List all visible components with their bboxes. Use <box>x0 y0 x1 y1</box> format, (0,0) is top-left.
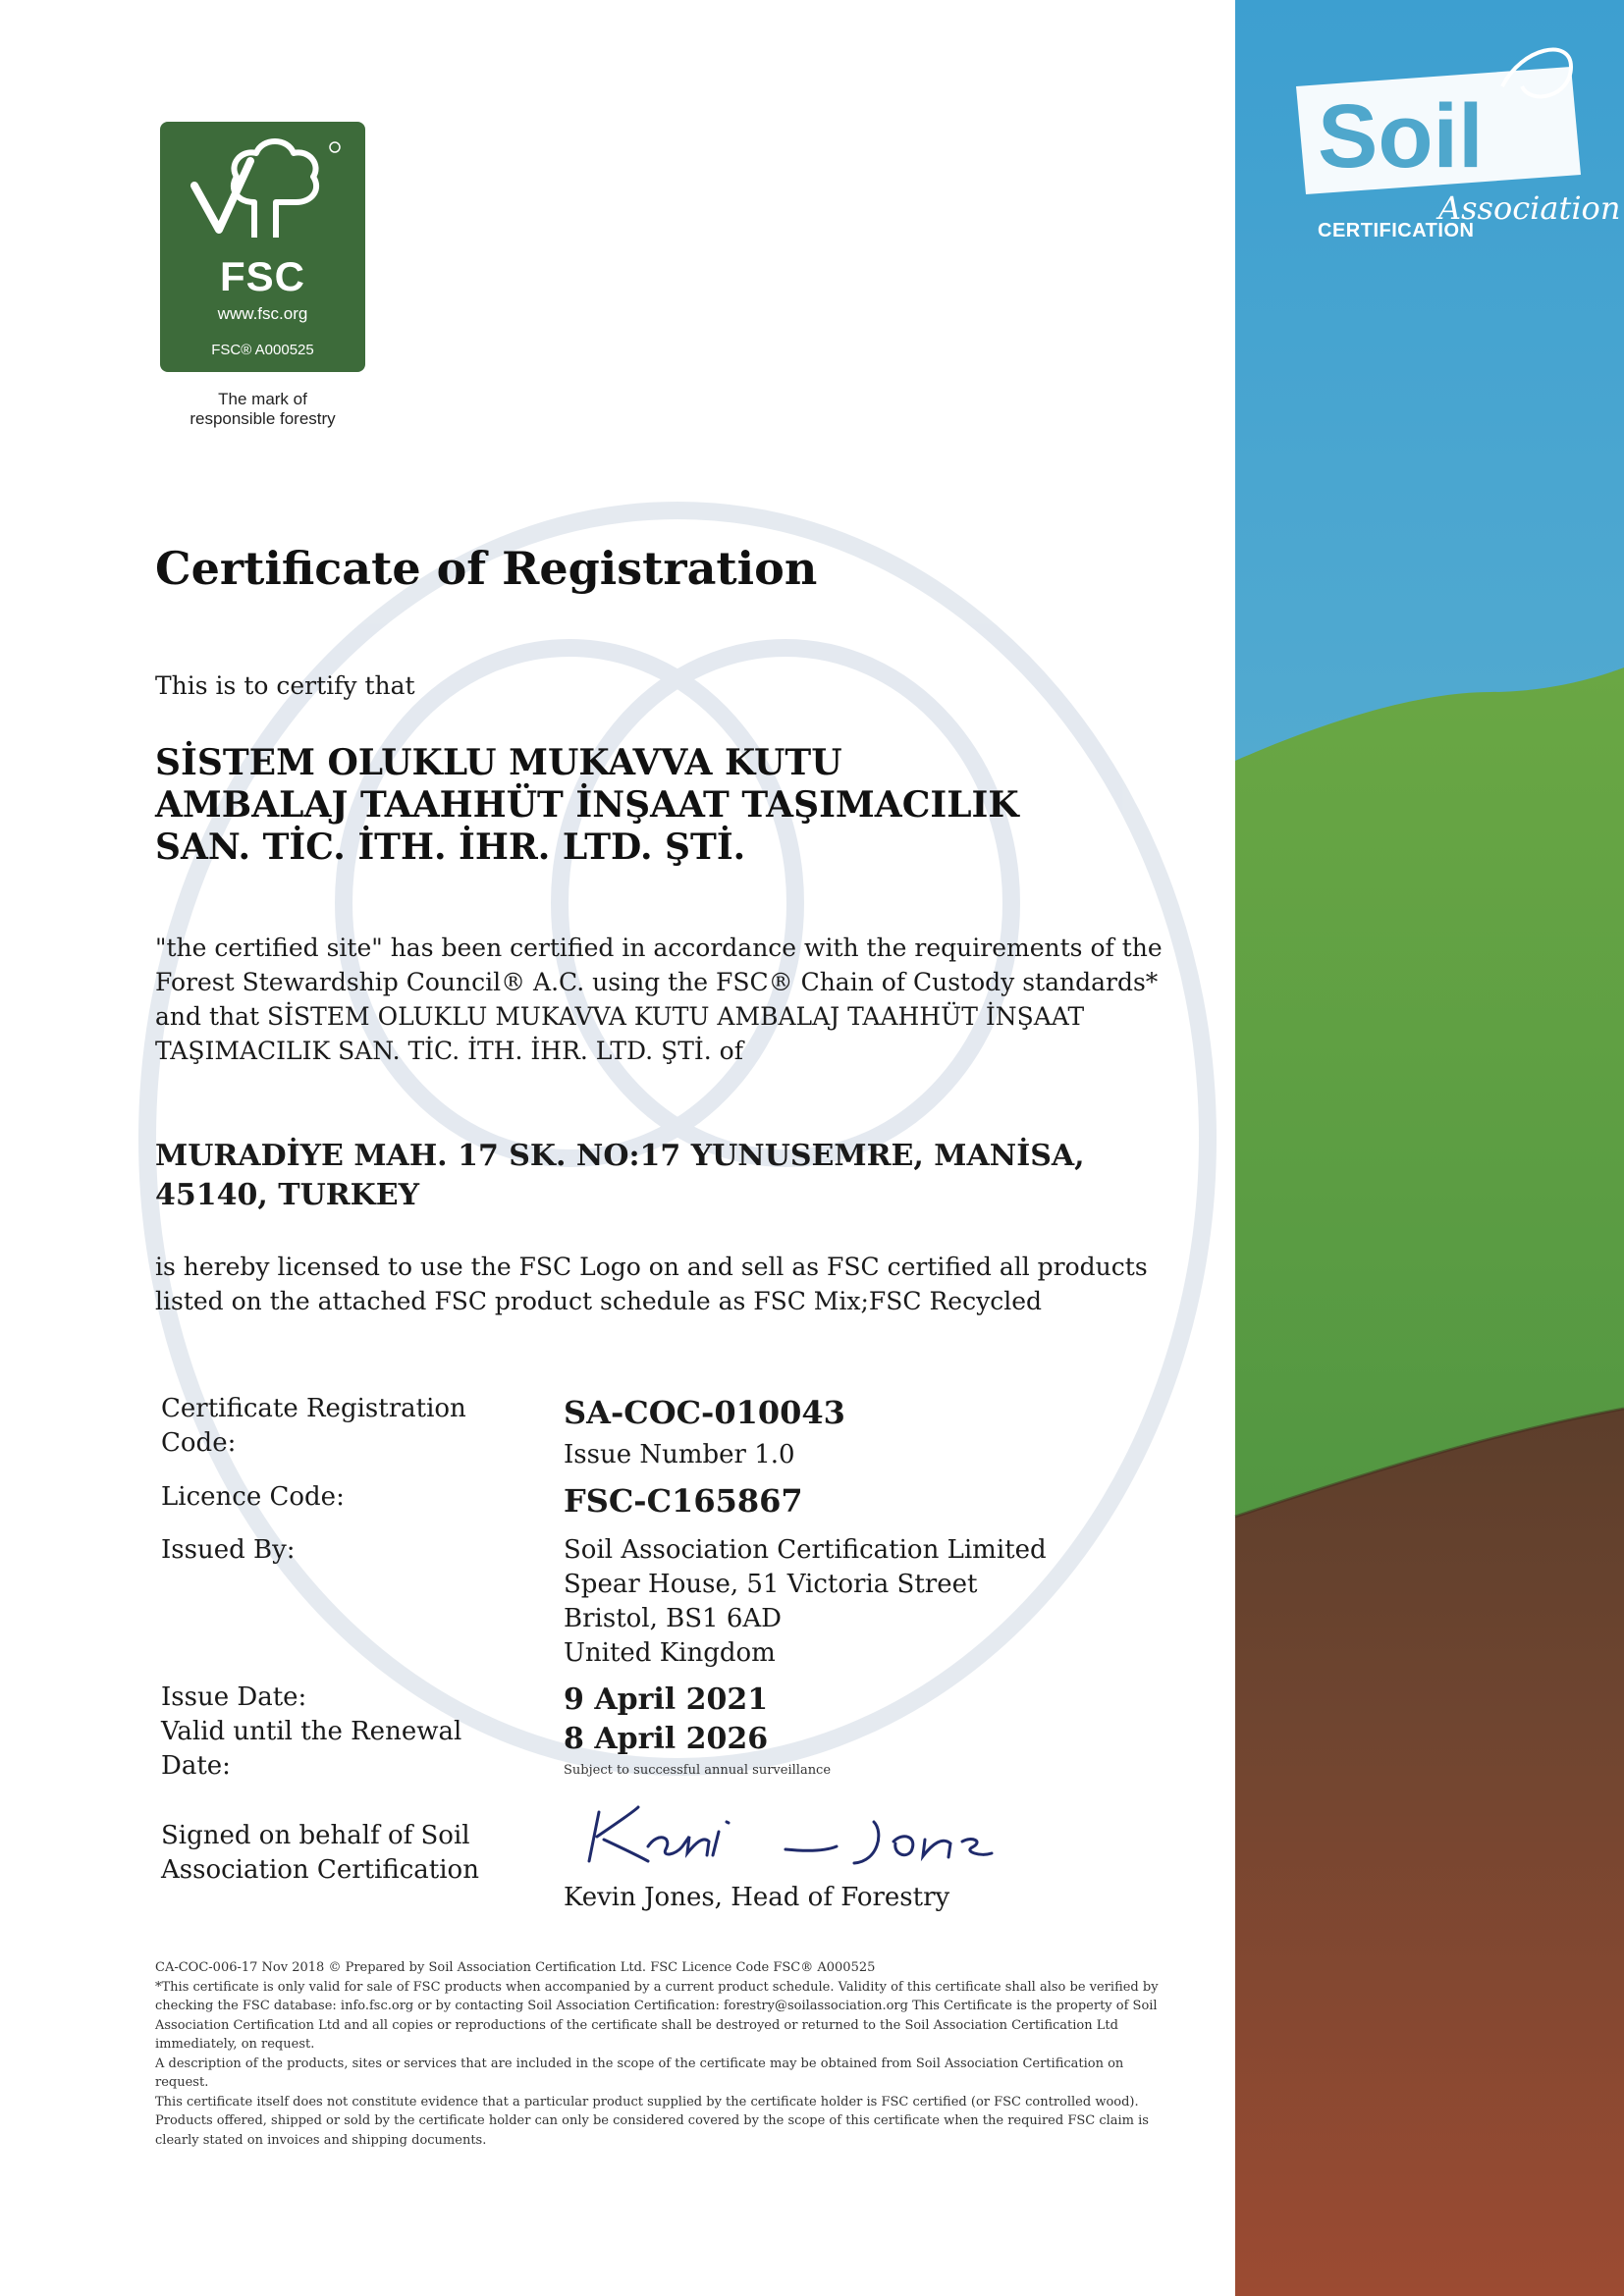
licence-code-label: Licence Code: <box>161 1482 345 1512</box>
reg-code-label-line-1: Certificate Registration <box>161 1394 466 1423</box>
licence-code: FSC-C165867 <box>564 1482 803 1520</box>
issue-date: 9 April 2021 <box>564 1682 769 1717</box>
footer-paragraph-2: A description of the products, sites or services that are included in the scope of the certificate may be obtained from Soil Association Certification on request. <box>155 2056 1124 2090</box>
fsc-logo-name: FSC <box>220 253 305 299</box>
registration-code: SA-COC-010043 <box>564 1394 845 1431</box>
surveillance-note: Subject to successful annual surveillance <box>564 1763 832 1778</box>
signed-label-line-2: Association Certification <box>161 1855 479 1885</box>
issue-date-label: Issue Date: <box>161 1682 307 1712</box>
issuer-line-2: Spear House, 51 Victoria Street <box>564 1570 978 1599</box>
certificate-title: Certificate of Registration <box>155 542 818 595</box>
fsc-logo-website: www.fsc.org <box>217 304 308 323</box>
footer-paragraph-1: *This certificate is only valid for sale of FSC products when accompanied by a current product schedule. Validity of this certificate shall also be verified by checking the FSC database: info.fsc.org or by contacting Soil Association Certification: forestry@soilassociation.org This Certificate is the property of Soil Association Certification Ltd and all copies or reproductions of the certificate shall be destroyed or returned to the Soil Association Certification Ltd immediately, on request. <box>155 1979 1159 2052</box>
soil-logo-word: Soil <box>1318 86 1484 187</box>
footer-line-1: CA-COC-006-17 Nov 2018 © Prepared by Soil Association Certification Ltd. FSC Licence Code FSC® A000525 <box>155 1960 876 1975</box>
valid-until-date: 8 April 2026 <box>564 1722 769 1756</box>
issue-number: Issue Number 1.0 <box>564 1440 795 1469</box>
signatory-name: Kevin Jones, Head of Forestry <box>564 1883 950 1912</box>
company-name: SİSTEM OLUKLU MUKAVVA KUTU AMBALAJ TAAHHÜT İNŞAAT TAŞIMACILIK SAN. TİC. İTH. İHR. LTD. ŞTİ. <box>155 742 1019 868</box>
issuer-line-1: Soil Association Certification Limited <box>564 1535 1047 1565</box>
issuer-line-3: Bristol, BS1 6AD <box>564 1604 783 1633</box>
fsc-tagline-line-1: The mark of <box>218 390 307 408</box>
reg-code-label-line-2: Code: <box>161 1428 237 1458</box>
signature-image <box>579 1792 1011 1867</box>
issued-by-label: Issued By: <box>161 1535 296 1565</box>
landscape-illustration <box>1235 0 1624 2296</box>
soil-logo-association: Association <box>1438 189 1621 227</box>
valid-until-label-line-2: Date: <box>161 1751 231 1781</box>
fsc-logo-licence: FSC® A000525 <box>211 342 314 358</box>
fsc-logo <box>160 122 365 372</box>
footer-fine-print <box>155 1958 1166 2150</box>
issuer-line-4: United Kingdom <box>564 1638 776 1668</box>
fsc-tagline-line-2: responsible forestry <box>189 409 336 428</box>
certify-intro: This is to certify that <box>155 671 415 700</box>
valid-until-label-line-1: Valid until the Renewal <box>161 1717 462 1746</box>
certification-statement: "the certified site" has been certified in accordance with the requirements of the Forest Stewardship Council® A.C. using the FSC® Chain of Custody standards* and that SİSTEM OLUKLU MUKAVVA KUTU AMBALAJ TAAHHÜT İNŞAAT TAŞIMACILIK SAN. TİC. İTH. İHR. LTD. ŞTİ. of <box>155 934 1163 1065</box>
footer-paragraph-3: This certificate itself does not constitute evidence that a particular product supplied by the certificate holder is FSC certified (or FSC controlled wood). Products offered, shipped or sold by the certificate holder can only be considered covered by the scope of this certificate when the required FSC claim is clearly stated on invoices and shipping documents. <box>155 2094 1149 2148</box>
signed-label-line-1: Signed on behalf of Soil <box>161 1821 470 1850</box>
licence-statement: is hereby licensed to use the FSC Logo on and sell as FSC certified all products listed on the attached FSC product schedule as FSC Mix;FSC Recycled <box>155 1253 1148 1315</box>
soil-logo-certification: CERTIFICATION <box>1318 220 1475 241</box>
company-address: MURADİYE MAH. 17 SK. NO:17 YUNUSEMRE, MANİSA, 45140, TURKEY <box>155 1139 1085 1212</box>
landscape-panel <box>1235 0 1624 2296</box>
fsc-tagline <box>160 390 365 429</box>
fsc-tree-check-icon <box>160 132 365 259</box>
